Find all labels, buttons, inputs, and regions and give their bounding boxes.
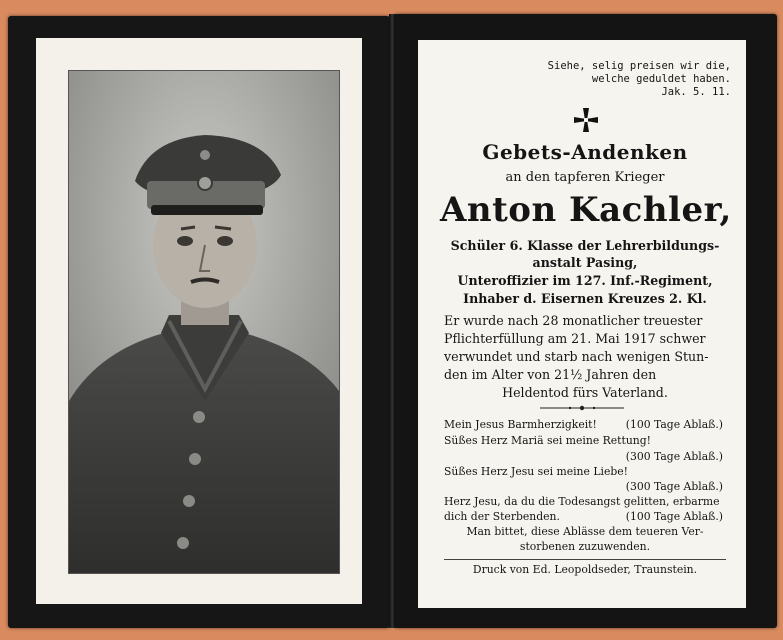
bio-line-2: Pflichterfüllung am 21. Mai 1917 schwer xyxy=(444,331,706,346)
prayer-4: Herz Jesu, da du die Todesangst gelitten, erbarme xyxy=(444,495,720,508)
closing-line-2: storbenen zuzuwenden. xyxy=(519,540,651,553)
rank-line-3: Unteroffizier im 127. Inf.-Regiment, xyxy=(457,273,713,288)
deceased-name: Anton Kachler, xyxy=(440,190,732,230)
verse-line-1: Siehe, selig preisen wir die, xyxy=(547,60,731,72)
prayer-5: dich der Sterbenden. xyxy=(444,510,560,523)
prayer-2: Süßes Herz Mariä sei meine Rettung! xyxy=(444,434,652,447)
printer-credit: Druck von Ed. Leopoldseder, Traunstein. xyxy=(472,563,698,576)
printer-rule xyxy=(444,559,726,560)
prayer-1-indulgence: (100 Tage Ablaß.) xyxy=(625,418,723,431)
memorial-title: Gebets-Andenken xyxy=(482,140,688,164)
dedication-intro: an den tapferen Krieger xyxy=(505,170,665,185)
bio-line-1: Er wurde nach 28 monatlicher treuester xyxy=(444,313,703,328)
soldier-portrait-svg xyxy=(69,71,339,573)
verse-reference: Jak. 5. 11. xyxy=(661,86,731,98)
verse-line-2: welche geduldet haben. xyxy=(591,73,731,85)
bio-line-4: den im Alter von 21½ Jahren den xyxy=(444,367,657,382)
left-panel xyxy=(8,16,390,628)
rank-line-1: Schüler 6. Klasse der Lehrerbildungs- xyxy=(450,238,720,253)
prayer-3: Süßes Herz Jesu sei meine Liebe! xyxy=(444,465,628,478)
rank-line-2: anstalt Pasing, xyxy=(532,255,638,270)
divider-ornament xyxy=(540,404,624,412)
prayer-3-indulgence: (300 Tage Ablaß.) xyxy=(625,480,723,493)
soldier-portrait xyxy=(68,70,340,574)
closing-line-1: Man bittet, diese Ablässe dem teueren Ver- xyxy=(466,525,704,538)
prayer-5-indulgence: (100 Tage Ablaß.) xyxy=(625,510,723,523)
iron-cross-icon xyxy=(574,108,598,132)
prayer-2-indulgence: (300 Tage Ablaß.) xyxy=(625,450,723,463)
rank-line-4: Inhaber d. Eisernen Kreuzes 2. Kl. xyxy=(463,291,707,306)
bio-line-5: Heldentod fürs Vaterland. xyxy=(502,385,668,400)
prayer-1: Mein Jesus Barmherzigkeit! xyxy=(444,418,597,431)
photo-mat xyxy=(36,38,362,604)
bio-line-3: verwundet und starb nach wenigen Stun- xyxy=(444,349,709,364)
